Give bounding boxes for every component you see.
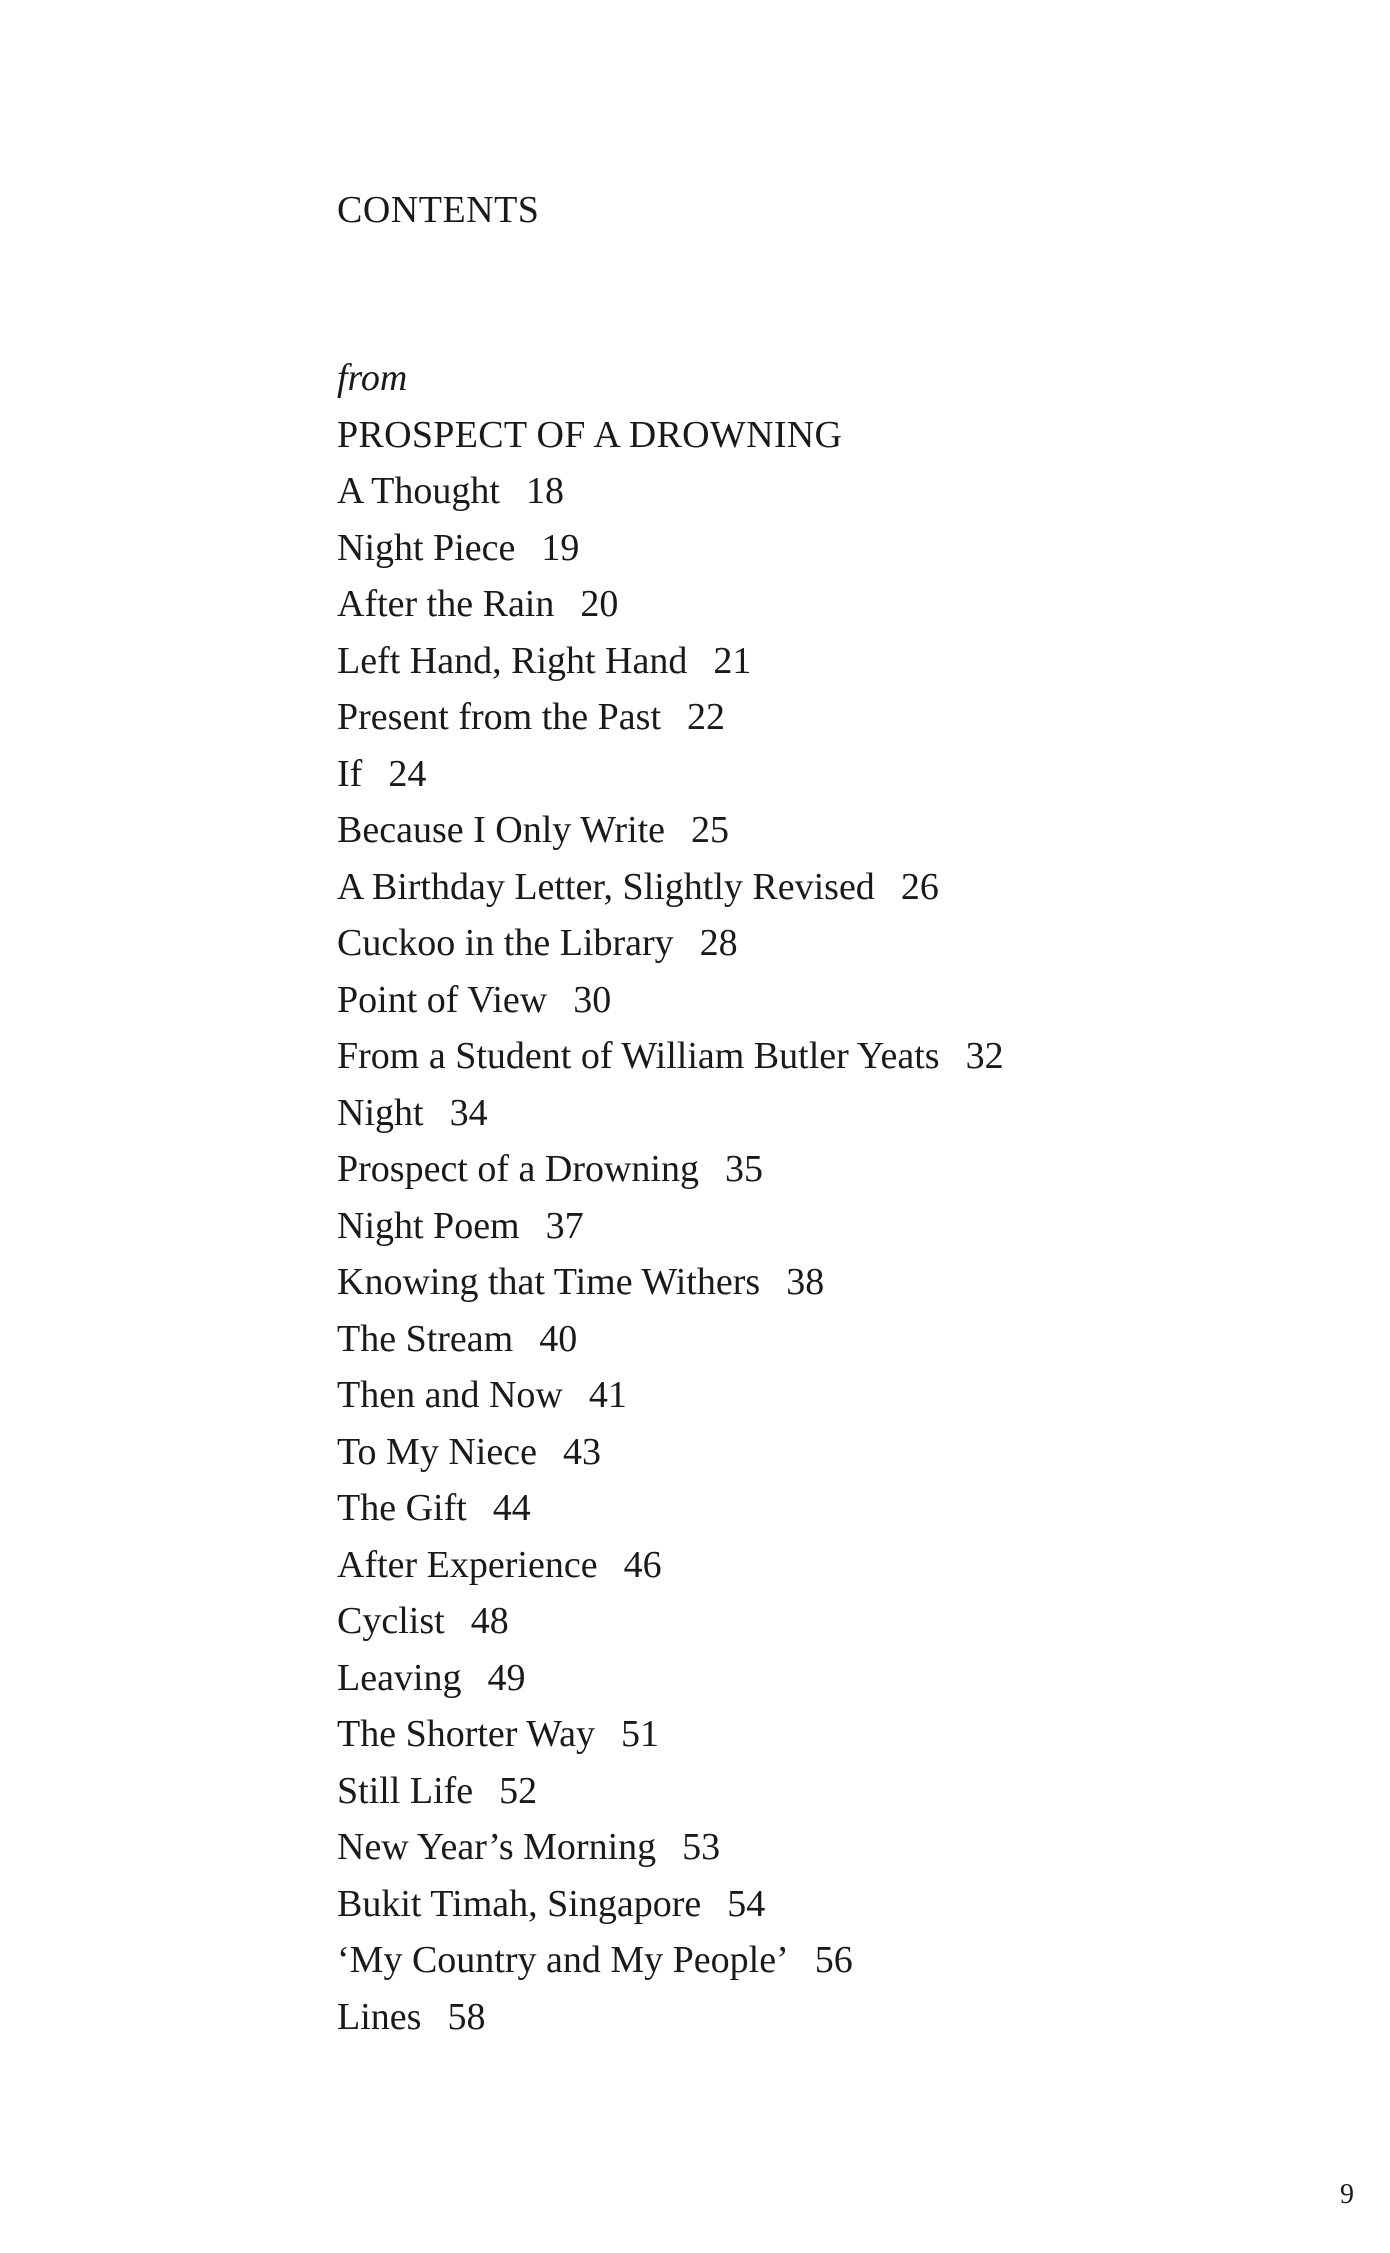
toc-entry-title: Night Poem: [337, 1204, 520, 1247]
toc-entry-page: 43: [562, 1430, 601, 1473]
toc-entry-page: 20: [580, 583, 619, 625]
toc-entry: [337, 463, 1004, 520]
toc-entry: [337, 1085, 1004, 1142]
toc-entry: [337, 520, 1004, 577]
toc-entry-title: The Stream: [337, 1317, 514, 1360]
toc-entry-page: 25: [691, 809, 730, 851]
toc-entry-title: After the Rain: [337, 583, 555, 625]
section-title: PROSPECT OF A DROWNING: [337, 413, 843, 456]
toc-entry-page: 26: [900, 865, 939, 908]
toc-entry: [337, 1028, 1004, 1085]
toc-entry-page: 37: [545, 1204, 584, 1247]
toc-entry-title: Still Life: [337, 1769, 474, 1812]
toc-entry-page: 52: [499, 1769, 538, 1812]
toc-entry-title: ‘My Country and My People’: [337, 1939, 789, 1981]
toc-entry-title: New Year’s Morning: [337, 1826, 657, 1868]
toc-entry: [337, 1367, 1004, 1424]
page-title: CONTENTS: [337, 189, 540, 231]
toc-entry-title: Prospect of a Drowning: [337, 1148, 699, 1190]
toc-entry-page: 51: [620, 1713, 659, 1755]
toc-entry: [337, 972, 1004, 1029]
toc-entry-page: 54: [727, 1882, 766, 1925]
toc-entry: [337, 1424, 1004, 1481]
toc-entry-page: 56: [814, 1939, 853, 1981]
toc-entry: [337, 1706, 1004, 1763]
toc-entry-page: 48: [470, 1600, 509, 1642]
toc-entry-title: Lines: [337, 1995, 422, 2038]
toc-entry-title: Present from the Past: [337, 696, 662, 738]
toc-entry-title: Knowing that Time Withers: [337, 1261, 761, 1303]
toc-entry-title: After Experience: [337, 1543, 598, 1586]
toc-entry-page: 18: [525, 470, 564, 512]
toc-entry: [337, 1876, 1004, 1933]
toc-entry: [337, 746, 1004, 803]
toc-entry-page: 34: [449, 1091, 488, 1134]
toc-entry-page: 35: [724, 1148, 763, 1190]
toc-entry: [337, 1989, 1004, 2046]
toc-entry: [337, 1763, 1004, 1820]
toc-entry: [337, 1819, 1004, 1876]
toc-entry-page: 40: [539, 1317, 578, 1360]
toc-entry-page: 32: [965, 1035, 1004, 1077]
toc-entry-title: The Shorter Way: [337, 1713, 595, 1755]
toc-entry-page: 21: [713, 639, 752, 682]
toc-entry-title: Bukit Timah, Singapore: [337, 1882, 702, 1925]
toc-entry: [337, 1254, 1004, 1311]
toc-entry-page: 24: [388, 752, 427, 795]
toc-entry-title: Night: [337, 1091, 424, 1134]
toc-entry-title: A Thought: [337, 470, 500, 512]
toc-entry: [337, 1593, 1004, 1650]
toc-entry-title: Leaving: [337, 1656, 462, 1699]
toc-entry: [337, 1480, 1004, 1537]
toc-entry: [337, 859, 1004, 916]
toc-entry: [337, 1932, 1004, 1989]
toc-entry-title: Cyclist: [337, 1600, 445, 1642]
toc-entry: [337, 1311, 1004, 1368]
toc-entry: [337, 802, 1004, 859]
toc-entry-title: To My Niece: [337, 1430, 537, 1473]
toc-entry-title: Point of View: [337, 978, 548, 1021]
toc-entry: [337, 1141, 1004, 1198]
toc-entry-title: If: [337, 752, 363, 795]
toc-entry: [337, 1198, 1004, 1255]
toc-entry: [337, 915, 1004, 972]
page-number: 9: [1340, 2179, 1354, 2210]
toc-entry-title: Then and Now: [337, 1374, 563, 1416]
toc-entry: [337, 1650, 1004, 1707]
toc-entry-page: 28: [699, 922, 738, 964]
toc-entry-page: 38: [786, 1261, 825, 1303]
toc-entry-title: A Birthday Letter, Slightly Revised: [337, 865, 875, 908]
toc-entry-title: Night Piece: [337, 526, 516, 569]
toc-entry: [337, 1537, 1004, 1594]
toc-entry-page: 53: [682, 1826, 721, 1868]
toc-entry-page: 49: [487, 1656, 526, 1699]
toc-entry: [337, 633, 1004, 690]
toc-entry: [337, 689, 1004, 746]
toc-entry-page: 22: [687, 696, 726, 738]
toc-entry-page: 46: [623, 1543, 662, 1586]
toc-entry-page: 30: [573, 978, 612, 1021]
toc-entry-page: 44: [492, 1487, 531, 1529]
toc-entry-title: The Gift: [337, 1487, 467, 1529]
toc-entry-page: 41: [588, 1374, 627, 1416]
toc-entry: [337, 576, 1004, 633]
toc-entry-page: 19: [541, 526, 580, 569]
toc-entry-page: 58: [447, 1995, 486, 2038]
toc-entry-title: Cuckoo in the Library: [337, 922, 674, 964]
table-of-contents: [337, 350, 1004, 2045]
toc-entry-title: Because I Only Write: [337, 809, 666, 851]
from-label: from: [337, 357, 408, 399]
toc-entry-title: From a Student of William Butler Yeats: [337, 1035, 940, 1077]
toc-entry-title: Left Hand, Right Hand: [337, 639, 688, 682]
